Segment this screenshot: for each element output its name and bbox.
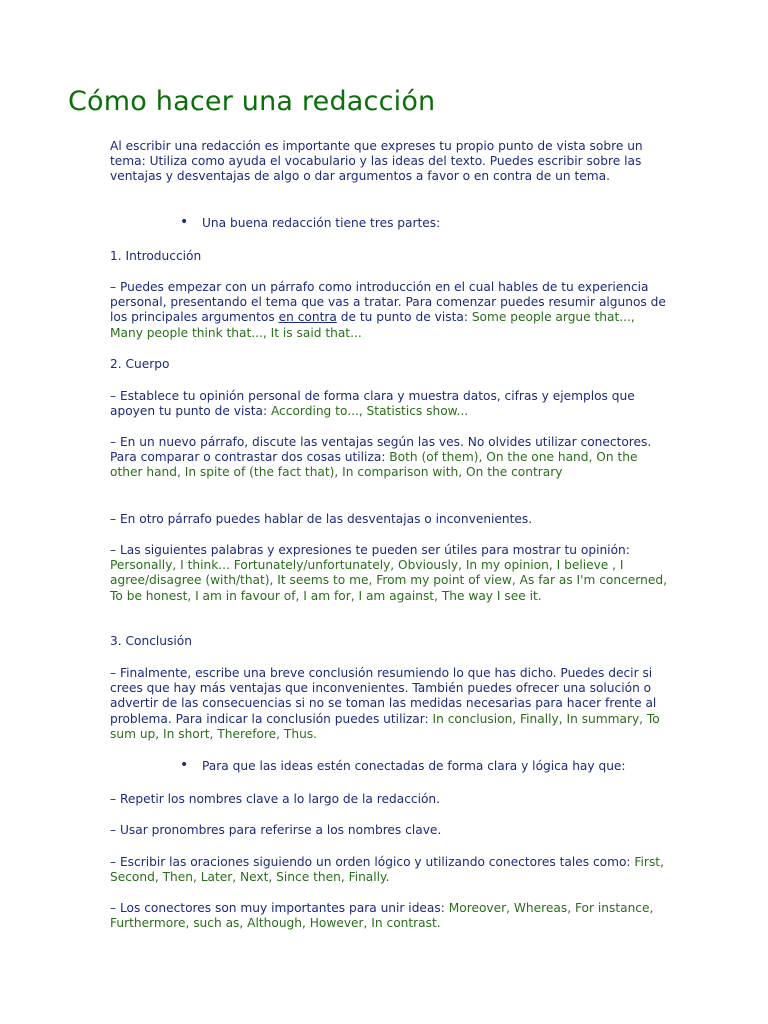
intro-paragraph: Al escribir una redacción es importante que expreses tu propio punto de vista sobre un tema: Utiliza como ayuda el vocabulario y las ideas del texto. Puedes escribir sobre las ventajas y desventajas de algo o dar argumentos a favor o en contra de un tema.	[110, 139, 643, 184]
intro-text-end: de tu punto de vista:	[336, 310, 468, 325]
body-paragraph-4	[110, 543, 670, 604]
body-p1-text: – Establece tu opinión personal de forma clara y muestra datos, cifras y ejemplos que apoyen tu punto de vista:	[110, 389, 635, 419]
tip-1: – Repetir los nombres clave a lo largo de la redacción.	[110, 792, 441, 806]
bullet-text: Para que las ideas estén conectadas de forma clara y lógica hay que:	[202, 759, 626, 773]
body-p4-text: – Las siguientes palabras y expresiones te pueden ser útiles para mostrar tu opinión:	[110, 543, 630, 557]
body-p4-examples: Personally, I think... Fortunately/unfortunately, Obviously, In my opinion, I believe , I agree/disagree (with/that), It seems to me, From my point of view, As far as I'm concerned, To be honest, I am in favour of, I am for, I am against, The way I see it.	[110, 558, 667, 603]
body-paragraph-3: – En otro párrafo puedes hablar de las desventajas o inconvenientes.	[110, 512, 533, 526]
tip-4-text: – Los conectores son muy importantes para unir ideas:	[110, 901, 449, 915]
conclusion-paragraph	[110, 666, 670, 742]
section-heading-body: 2. Cuerpo	[110, 357, 170, 371]
body-p2-text: – En un nuevo párrafo, discute las ventajas según las ves. No olvides utilizar conectores. Para comparar o contrastar dos cosas utiliza:	[110, 435, 652, 465]
bullet-icon: •	[180, 757, 189, 773]
bullet-icon: •	[180, 214, 189, 230]
en-contra-link[interactable]: en contra	[278, 310, 337, 325]
body-paragraph-2	[110, 435, 670, 481]
tip-3-text: – Escribir las oraciones siguiendo un orden lógico y utilizando conectores tales como:	[110, 855, 635, 869]
tip-2: – Usar pronombres para referirse a los nombres clave.	[110, 823, 442, 837]
tip-3-examples: First, Second, Then, Later, Next, Since then, Finally.	[110, 855, 664, 885]
tip-3	[110, 855, 670, 885]
bullet-text: Una buena redacción tiene tres partes:	[202, 216, 441, 230]
body-p1-examples: According to..., Statistics show...	[270, 404, 469, 419]
page-title: Cómo hacer una redacción	[68, 86, 436, 117]
tip-4-examples: Moreover, Whereas, For instance, Furthermore, such as, Although, However, In contrast.	[110, 901, 654, 931]
introduction-paragraph	[110, 280, 670, 341]
section-heading-introduction: 1. Introducción	[110, 249, 202, 263]
intro-examples: Some people argue that..., Many people think that..., It is said that...	[110, 310, 635, 340]
intro-text: – Puedes empezar con un párrafo como introducción en el cual hables de tu experiencia personal, presentando el tema que vas a tratar. Para comenzar puedes resumir algunos de los principales argumentos	[110, 280, 666, 325]
conclusion-examples: In conclusion, Finally, In summary, To sum up, In short, Therefore, Thus.	[110, 711, 660, 741]
section-heading-conclusion: 3. Conclusión	[110, 634, 192, 648]
conclusion-text: – Finalmente, escribe una breve conclusión resumiendo lo que has dicho. Puedes decir si crees que hay más ventajas que inconvenientes. También puedes ofrecer una solución o advertir de las consecuencias si no se toman las medidas necesarias para hacer frente al problema. Para indicar la conclusión puedes utilizar:	[110, 666, 657, 726]
body-paragraph-1	[110, 389, 670, 419]
body-p2-examples: Both (of them), On the one hand, On the other hand, In spite of (the fact that), In comparison with, On the contrary	[110, 450, 638, 480]
tip-4	[110, 901, 670, 931]
